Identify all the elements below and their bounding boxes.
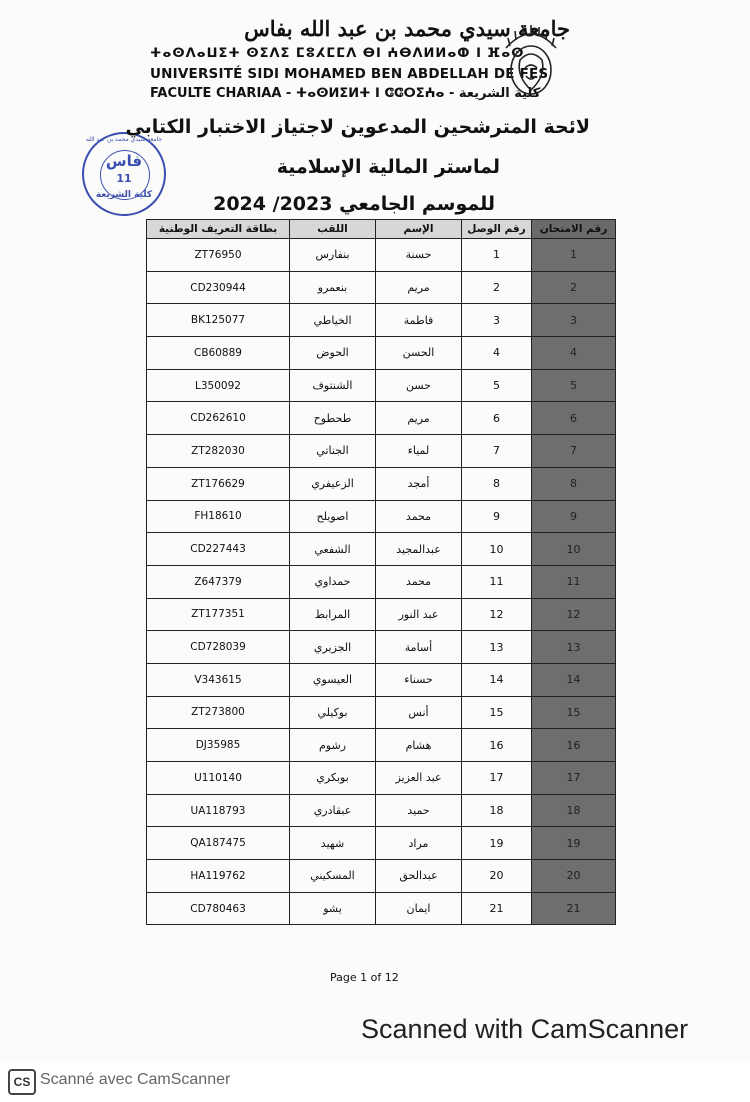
cell-last-name: الخياطي [290, 304, 376, 337]
stamp-city: فاس [105, 152, 143, 170]
cell-last-name: اصويلح [290, 500, 376, 533]
cell-national-id: ZT273800 [147, 696, 290, 729]
cell-exam-number: 16 [532, 729, 616, 762]
cell-exam-number: 14 [532, 663, 616, 696]
cell-last-name: الحوض [290, 337, 376, 370]
document-title: لائحة المترشحين المدعوين لاجتياز الاختبار الكتابي [125, 116, 590, 138]
academic-year: للموسم الجامعي 2023/ 2024 [213, 193, 495, 215]
table-row [147, 239, 616, 272]
cell-national-id: V343615 [147, 663, 290, 696]
cell-exam-number: 2 [532, 271, 616, 304]
cell-receipt-number: 2 [462, 271, 532, 304]
cell-last-name: يشو [290, 892, 376, 925]
cell-exam-number: 5 [532, 369, 616, 402]
cell-first-name: حسنة [376, 239, 462, 272]
cell-receipt-number: 13 [462, 631, 532, 664]
cell-receipt-number: 7 [462, 435, 532, 468]
table-row [147, 500, 616, 533]
cell-national-id: U110140 [147, 762, 290, 795]
cell-receipt-number: 16 [462, 729, 532, 762]
cell-receipt-number: 19 [462, 827, 532, 860]
cell-first-name: أسامة [376, 631, 462, 664]
cell-receipt-number: 1 [462, 239, 532, 272]
cell-national-id: CD780463 [147, 892, 290, 925]
header-national-id: بطاقة التعريف الوطنية [147, 220, 290, 239]
cell-national-id: ZT282030 [147, 435, 290, 468]
cell-exam-number: 18 [532, 794, 616, 827]
cell-national-id: DJ35985 [147, 729, 290, 762]
header-exam-number: رقم الامتحان [532, 220, 616, 239]
university-logo-icon [498, 18, 564, 102]
table-row [147, 794, 616, 827]
table-row [147, 533, 616, 566]
cell-national-id: HA119762 [147, 860, 290, 893]
cell-last-name: العيسوي [290, 663, 376, 696]
table-row [147, 892, 616, 925]
table-row [147, 337, 616, 370]
cell-exam-number: 1 [532, 239, 616, 272]
table-row [147, 435, 616, 468]
cell-last-name: عبقادري [290, 794, 376, 827]
cell-national-id: CD230944 [147, 271, 290, 304]
scanner-watermark: Scanned with CamScanner [361, 1014, 689, 1044]
cell-receipt-number: 5 [462, 369, 532, 402]
camscanner-footer-text: Scanné avec CamScanner [40, 1071, 231, 1088]
table-row [147, 598, 616, 631]
table-row [147, 827, 616, 860]
cell-receipt-number: 20 [462, 860, 532, 893]
cell-receipt-number: 4 [462, 337, 532, 370]
header-last-name: اللقب [290, 220, 376, 239]
cell-national-id: FH18610 [147, 500, 290, 533]
cell-exam-number: 13 [532, 631, 616, 664]
cell-exam-number: 11 [532, 565, 616, 598]
cell-exam-number: 17 [532, 762, 616, 795]
cell-last-name: بوبكري [290, 762, 376, 795]
table-row [147, 729, 616, 762]
cell-last-name: الجزيري [290, 631, 376, 664]
cell-exam-number: 12 [532, 598, 616, 631]
cell-first-name: مريم [376, 271, 462, 304]
cell-last-name: بنفارس [290, 239, 376, 272]
university-name-french: UNIVERSITÉ SIDI MOHAMED BEN ABDELLAH DE FES [150, 66, 549, 82]
header-first-name: الإسم [376, 220, 462, 239]
cell-first-name: حسن [376, 369, 462, 402]
university-name-tifinagh: ⵜⴰⵙⴷⴰⵡⵉⵜ ⵙⵉⴷⵉ ⵎⵓⵃⵎⵎⴷ ⴱⵏ ⵄⴱⴷⵍⵍⴰⵀ ⵏ ⴼⴰⵙ [150, 46, 525, 61]
cell-receipt-number: 14 [462, 663, 532, 696]
table-row [147, 271, 616, 304]
cell-receipt-number: 9 [462, 500, 532, 533]
table-row [147, 663, 616, 696]
cell-exam-number: 8 [532, 467, 616, 500]
cell-last-name: بنعمرو [290, 271, 376, 304]
cell-first-name: لمياء [376, 435, 462, 468]
cell-national-id: ZT76950 [147, 239, 290, 272]
cell-last-name: رشوم [290, 729, 376, 762]
cell-first-name: مراد [376, 827, 462, 860]
program-title: لماستر المالية الإسلامية [276, 156, 500, 178]
faculty-stamp [82, 132, 166, 216]
cell-exam-number: 10 [532, 533, 616, 566]
table-body [147, 239, 616, 925]
cell-receipt-number: 8 [462, 467, 532, 500]
cell-last-name: المسكيني [290, 860, 376, 893]
cell-national-id: UA118793 [147, 794, 290, 827]
cell-first-name: فاطمة [376, 304, 462, 337]
cell-first-name: محمد [376, 500, 462, 533]
stamp-faculty: كلية الشريعة [95, 190, 153, 200]
cell-first-name: محمد [376, 565, 462, 598]
cell-national-id: QA187475 [147, 827, 290, 860]
cell-first-name: عبد النور [376, 598, 462, 631]
table-row [147, 631, 616, 664]
cell-first-name: عبدالحق [376, 860, 462, 893]
cell-first-name: حسناء [376, 663, 462, 696]
cell-national-id: Z647379 [147, 565, 290, 598]
cell-receipt-number: 3 [462, 304, 532, 337]
cell-national-id: ZT177351 [147, 598, 290, 631]
cell-national-id: CD262610 [147, 402, 290, 435]
cell-last-name: الشفعي [290, 533, 376, 566]
cell-exam-number: 19 [532, 827, 616, 860]
table-row [147, 696, 616, 729]
table-header-row [147, 220, 616, 239]
candidates-table [146, 219, 616, 925]
cell-last-name: الشنتوف [290, 369, 376, 402]
cell-first-name: أنس [376, 696, 462, 729]
stamp-ring-text: جامعة سيدي محمد بن عبد الله [85, 136, 163, 143]
cell-last-name: المرابط [290, 598, 376, 631]
header-receipt-number: رقم الوصل [462, 220, 532, 239]
cell-first-name: ايمان [376, 892, 462, 925]
cell-receipt-number: 15 [462, 696, 532, 729]
cell-first-name: عبدالمجيد [376, 533, 462, 566]
cell-receipt-number: 11 [462, 565, 532, 598]
stamp-number: 11 [116, 172, 132, 185]
table-row [147, 369, 616, 402]
cell-last-name: حمداوي [290, 565, 376, 598]
cell-last-name: بوكيلي [290, 696, 376, 729]
cell-national-id: ZT176629 [147, 467, 290, 500]
cell-first-name: مريم [376, 402, 462, 435]
page-number: Page 1 of 12 [330, 971, 399, 984]
camscanner-icon: CS [8, 1069, 36, 1095]
cell-receipt-number: 12 [462, 598, 532, 631]
cell-receipt-number: 6 [462, 402, 532, 435]
cell-last-name: شهيد [290, 827, 376, 860]
table-row [147, 762, 616, 795]
table-row [147, 402, 616, 435]
cell-last-name: طحطوح [290, 402, 376, 435]
table-row [147, 565, 616, 598]
cell-receipt-number: 17 [462, 762, 532, 795]
cell-exam-number: 7 [532, 435, 616, 468]
cell-last-name: الجناتي [290, 435, 376, 468]
cell-first-name: الحسن [376, 337, 462, 370]
cell-exam-number: 4 [532, 337, 616, 370]
cell-national-id: CD728039 [147, 631, 290, 664]
cell-receipt-number: 10 [462, 533, 532, 566]
table-row [147, 860, 616, 893]
cell-exam-number: 20 [532, 860, 616, 893]
table-row [147, 304, 616, 337]
cell-exam-number: 6 [532, 402, 616, 435]
cell-national-id: BK125077 [147, 304, 290, 337]
cell-last-name: الزعيفري [290, 467, 376, 500]
cell-receipt-number: 21 [462, 892, 532, 925]
cell-first-name: أمجد [376, 467, 462, 500]
cell-national-id: CD227443 [147, 533, 290, 566]
cell-first-name: عبد العزيز [376, 762, 462, 795]
university-name-arabic: جامعة سيدي محمد بن عبد الله بفاس [244, 16, 570, 41]
cell-national-id: L350092 [147, 369, 290, 402]
cell-exam-number: 21 [532, 892, 616, 925]
cell-first-name: حميد [376, 794, 462, 827]
cell-first-name: هشام [376, 729, 462, 762]
cell-exam-number: 9 [532, 500, 616, 533]
cell-exam-number: 15 [532, 696, 616, 729]
table-row [147, 467, 616, 500]
faculty-name: FACULTE CHARIAA - ⵜⴰⵙⵍⵉⵍⵜ ⵏ ⵛⵛⵔⵉⵄⴰ - كلية الشريعة [150, 86, 541, 101]
cell-receipt-number: 18 [462, 794, 532, 827]
cell-exam-number: 3 [532, 304, 616, 337]
cell-national-id: CB60889 [147, 337, 290, 370]
